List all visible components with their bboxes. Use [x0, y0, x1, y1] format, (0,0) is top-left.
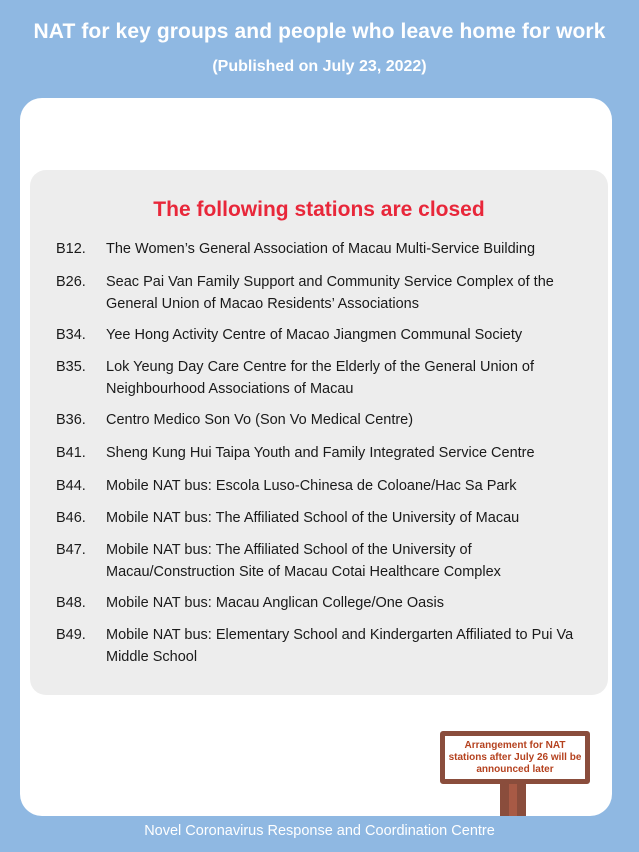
- station-code: B46.: [56, 510, 86, 526]
- station-name: Mobile NAT bus: The Affiliated School of the University of Macau/Construction Site of Macau Cotai Healthcare Complex: [106, 542, 501, 580]
- station-name: Yee Hong Activity Centre of Macao Jiangmen Communal Society: [106, 327, 523, 343]
- announcement-sign: [440, 731, 590, 784]
- station-name: Mobile NAT bus: Elementary School and Kindergarten Affiliated to Pui Va Middle School: [106, 627, 574, 665]
- published-date: (Published on July 23, 2022): [212, 58, 427, 75]
- station-name: Sheng Kung Hui Taipa Youth and Family Integrated Service Centre: [106, 445, 535, 461]
- station-code: B36.: [56, 412, 86, 428]
- footer-organization: Novel Coronavirus Response and Coordination Centre: [144, 823, 495, 839]
- station-code: B49.: [56, 627, 86, 643]
- station-code: B12.: [56, 241, 86, 257]
- station-code: B48.: [56, 595, 86, 611]
- page-title: NAT for key groups and people who leave home for work: [33, 20, 606, 43]
- station-name: Centro Medico Son Vo (Son Vo Medical Centre): [106, 412, 414, 428]
- station-name: Mobile NAT bus: Escola Luso-Chinesa de Coloane/Hac Sa Park: [106, 478, 517, 494]
- station-name: The Women’s General Association of Macau Multi-Service Building: [106, 241, 536, 257]
- station-name: Seac Pai Van Family Support and Community Service Complex of the General Union of Macao Residents’ Associations: [106, 274, 554, 312]
- sign-text: Arrangement for NAT stations after July 26 will be announced later: [448, 739, 582, 775]
- station-name: Mobile NAT bus: Macau Anglican College/One Oasis: [106, 595, 444, 611]
- station-name: Mobile NAT bus: The Affiliated School of the University of Macau: [106, 510, 520, 526]
- sign-post-stripe: [509, 784, 517, 816]
- station-name: Lok Yeung Day Care Centre for the Elderly of the General Union of Neighbourhood Associations of Macau: [106, 359, 535, 397]
- station-code: B34.: [56, 327, 86, 343]
- closed-stations-heading: The following stations are closed: [153, 198, 485, 221]
- station-code: B26.: [56, 274, 86, 290]
- station-code: B44.: [56, 478, 86, 494]
- station-code: B35.: [56, 359, 86, 375]
- station-code: B41.: [56, 445, 86, 461]
- station-code: B47.: [56, 542, 86, 558]
